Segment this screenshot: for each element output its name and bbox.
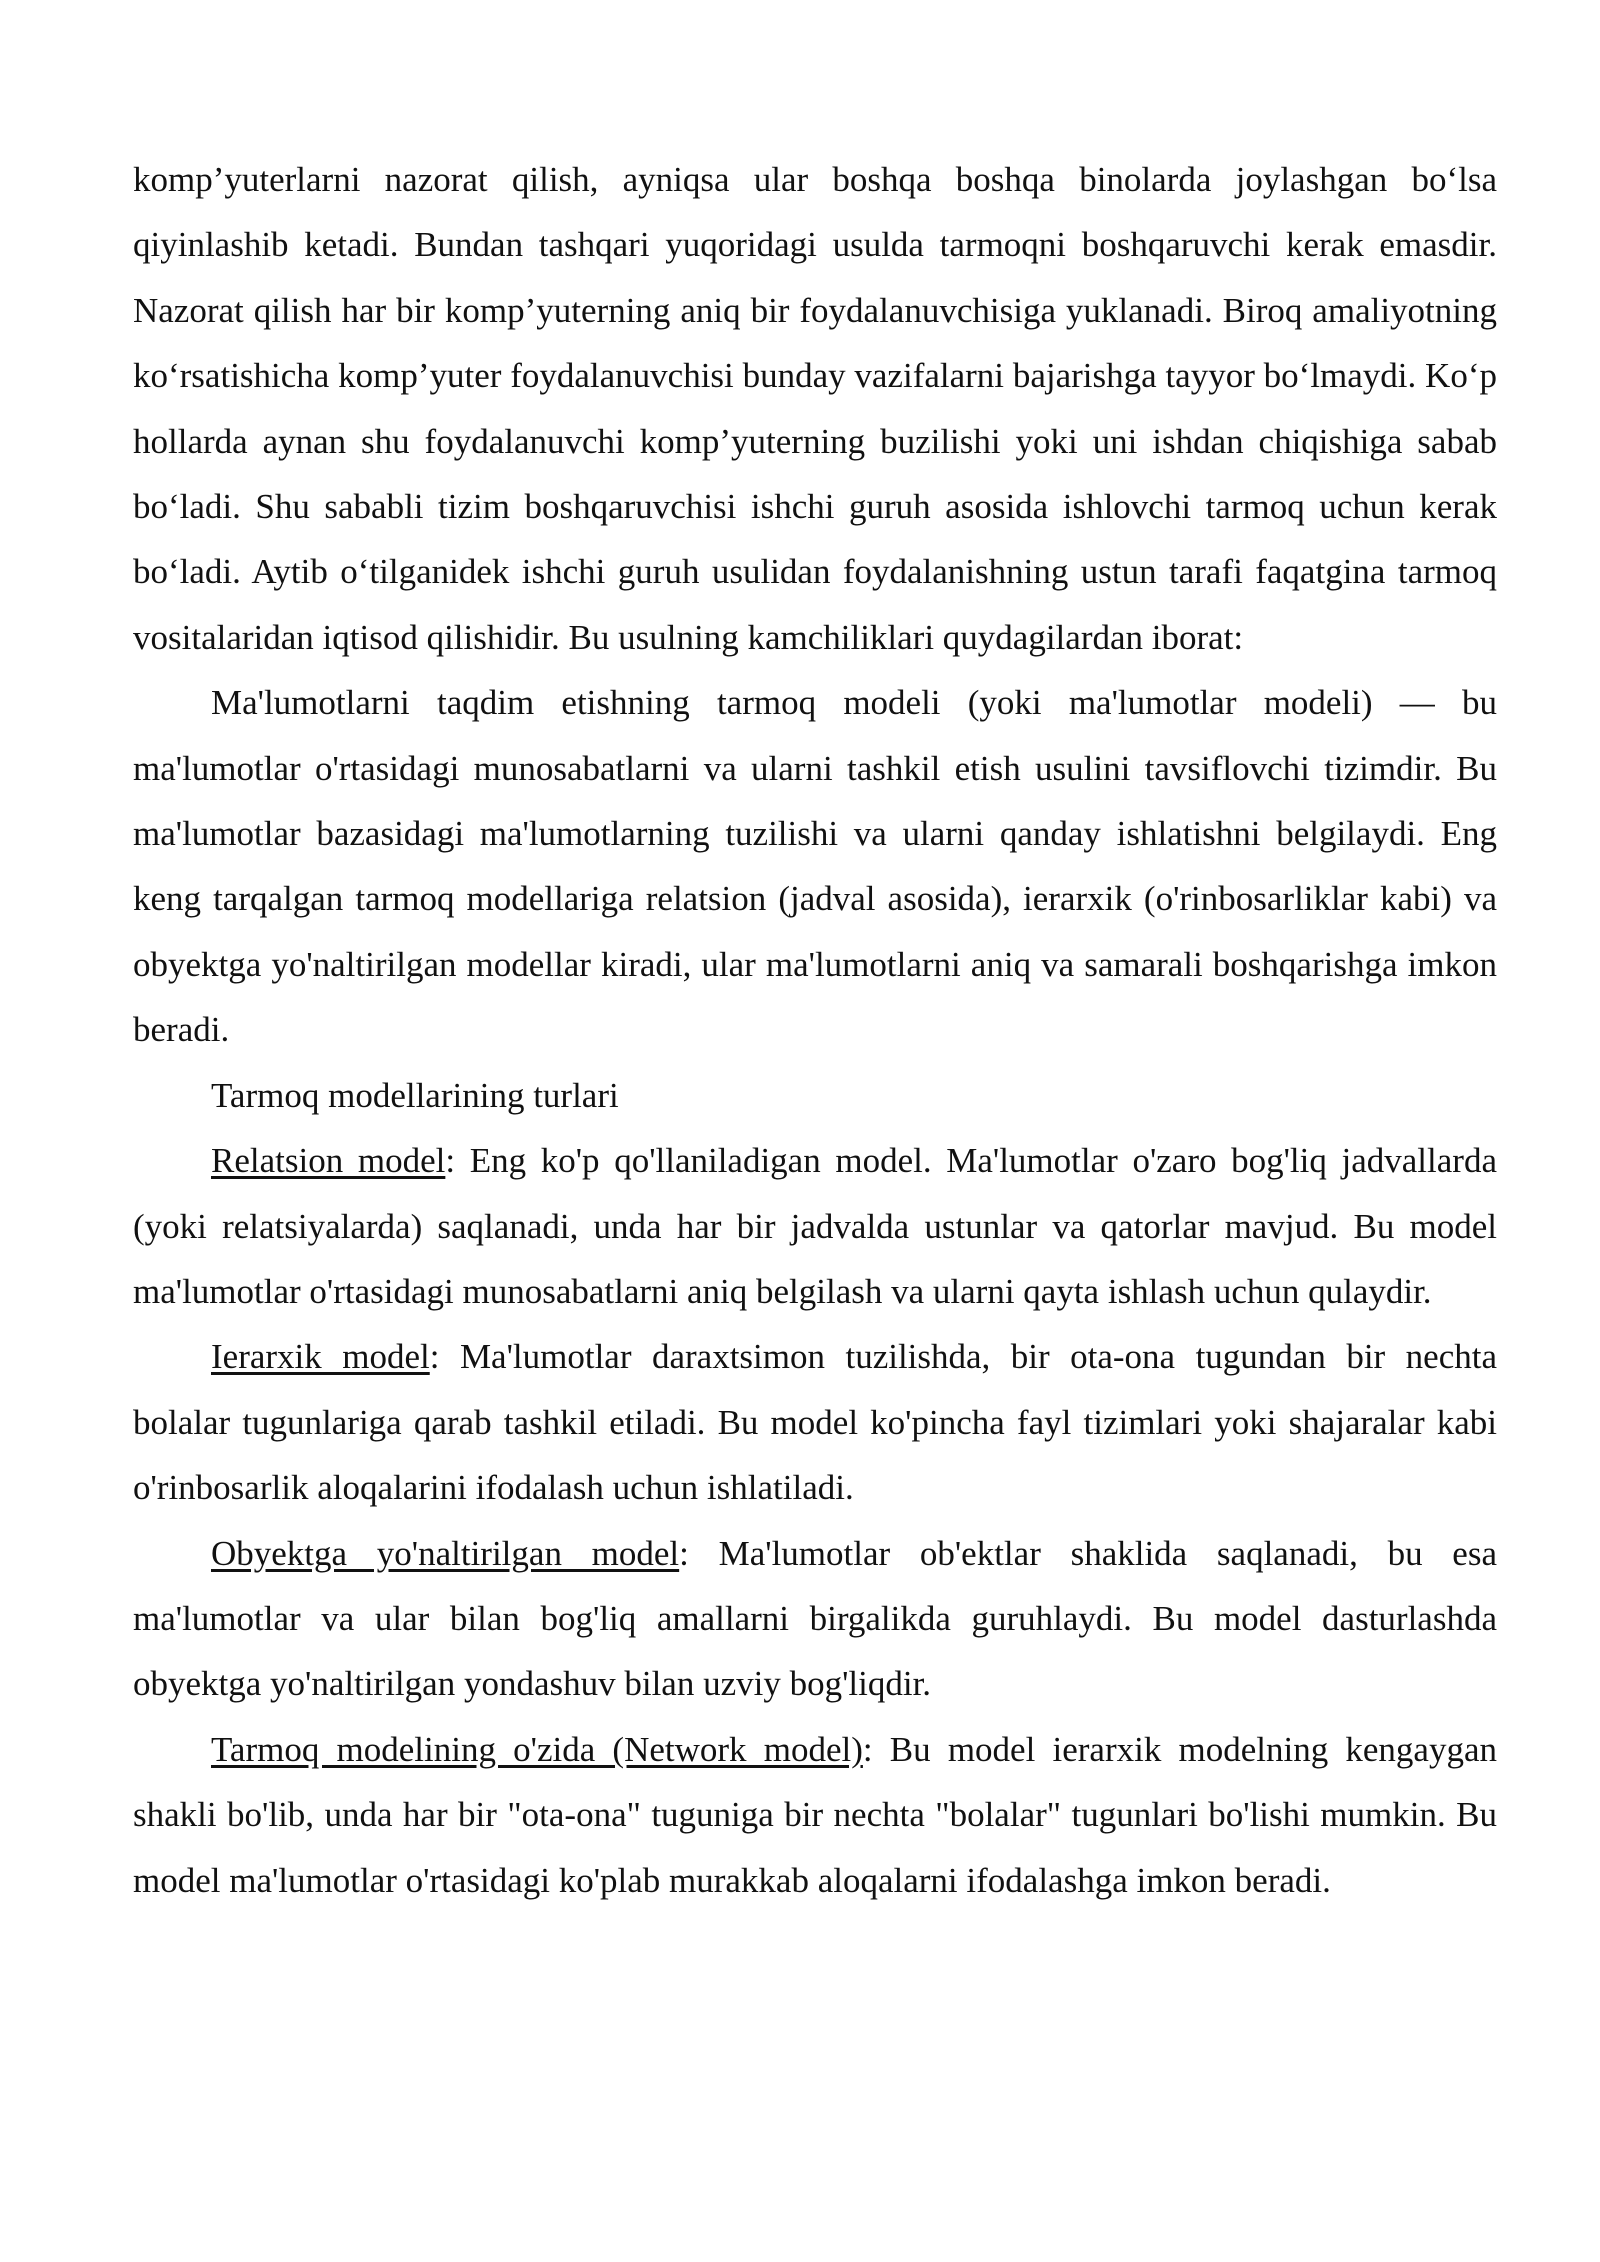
paragraph-relational-model (133, 1128, 1497, 1324)
term-hierarchical-model: Ierarxik model (211, 1337, 430, 1377)
paragraph-object-oriented-model (133, 1521, 1497, 1717)
section-heading (133, 1063, 1497, 1128)
paragraph-network-model (133, 1717, 1497, 1913)
paragraph-text: : Eng ko'p qo'llaniladigan model. Ma'lumotlar o'zaro bog'liq jadvallarda (yoki relatsiyalarda) saqlanadi, unda har bir jadvalda ustunlar va qatorlar mavjud. Bu model ma'lumotlar o'rtasidagi munosabatlarni aniq belgilash va ularni qayta ishlash uchun qulaydir. (133, 1141, 1497, 1311)
paragraph-hierarchical-model (133, 1324, 1497, 1520)
term-object-oriented-model: Obyektga yo'naltirilgan model (211, 1533, 680, 1573)
document-page (133, 147, 1497, 1913)
paragraph-text: : Bu model ierarxik modelning kengaygan shakli bo'lib, unda har bir "ota-ona" tuguniga bir nechta "bolalar" tugunlari bo'lishi mumkin. Bu model ma'lumotlar o'rtasidagi ko'plab murakkab aloqalarni ifodalashga imkon beradi. (133, 1729, 1498, 1900)
paragraph-text: komp’yuterlarni nazorat qilish, ayniqsa ular boshqa boshqa binolarda joylashgan bo‘lsa qiyinlashib ketadi. Bundan tashqari yuqoridagi usulda tarmoqni boshqaruvchi kerak emasdir. Nazorat qilish har bir komp’yuterning aniq bir foydalanuvchisiga yuklanadi. Biroq amaliyotning ko‘rsatishicha komp’yuter foydalanuvchisi bunday vazifalarni bajarishga tayyor bo‘lmaydi. Ko‘p hollarda aynan shu foydalanuvchi komp’yuterning buzilishi yoki uni ishdan chiqishiga sabab bo‘ladi. Shu sababli tizim boshqaruvchisi ishchi guruh asosida ishlovchi tarmoq uchun kerak bo‘ladi. Aytib o‘tilganidek ishchi guruh usulidan foydalanishning ustun tarafi faqatgina tarmoq vositalaridan iqtisod qilishidir. Bu usulning kamchiliklari quydagilardan iborat: (133, 160, 1497, 657)
paragraph-text: : Ma'lumotlar ob'ektlar shaklida saqlanadi, bu esa ma'lumotlar va ular bilan bog'liq amallarni birgalikda guruhlaydi. Bu model dasturlashda obyektga yo'naltirilgan yondashuv bilan uzviy bog'liqdir. (133, 1533, 1497, 1704)
paragraph-text: Ma'lumotlarni taqdim etishning tarmoq modeli (yoki ma'lumotlar modeli) — bu ma'lumotlar o'rtasidagi munosabatlarni va ularni tashkil etish usulini tavsiflovchi tizimdir. Bu ma'lumotlar bazasidagi ma'lumotlarning tuzilishi va ularni qanday ishlatishni belgilaydi. Eng keng tarqalgan tarmoq modellariga relatsion (jadval asosida), ierarxik (o'rinbosarliklar kabi) va obyektga yo'naltirilgan modellar kiradi, ular ma'lumotlarni aniq va samarali boshqarishga imkon beradi. (133, 683, 1497, 1050)
paragraph-data-model-definition (133, 670, 1497, 1062)
paragraph-intro (133, 147, 1497, 670)
heading-text: Tarmoq modellarining turlari (211, 1075, 619, 1115)
term-network-model: Tarmoq modelining o'zida (Network model) (211, 1729, 863, 1769)
paragraph-text: : Ma'lumotlar daraxtsimon tuzilishda, bir ota-ona tugundan bir nechta bolalar tugunlariga qarab tashkil etiladi. Bu model ko'pincha fayl tizimlari yoki shajaralar kabi o'rinbosarlik aloqalarini ifodalash uchun ishlatiladi. (133, 1337, 1498, 1508)
term-relational-model: Relatsion model (211, 1141, 446, 1181)
